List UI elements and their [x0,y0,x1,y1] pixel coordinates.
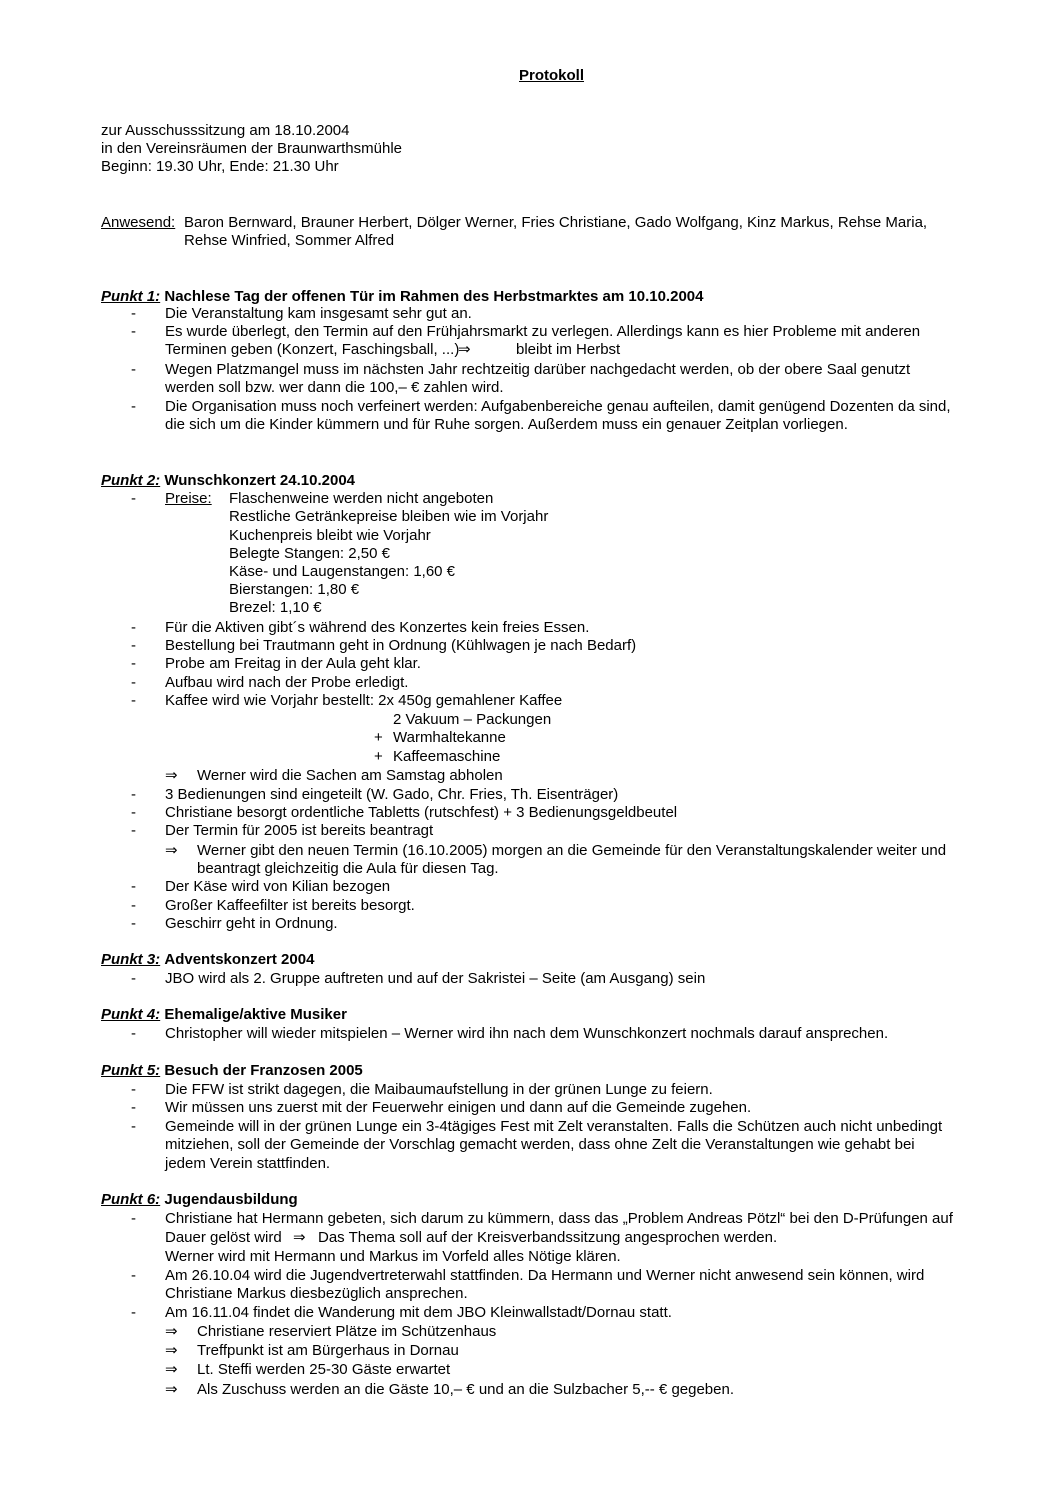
bullet-dash: - [131,619,136,636]
section-heading [101,1191,298,1209]
list-item-cont: Dauer gelöst wird [165,1229,282,1246]
bullet-dash: - [131,915,136,932]
arrow-icon: ⇒ [165,842,178,859]
list-item: Die Veranstaltung kam insgesamt sehr gut an. [165,305,472,322]
bullet-dash: - [131,878,136,895]
list-item: Am 16.11.04 findet die Wanderung mit dem JBO Kleinwallstadt/Dornau statt. [165,1304,672,1321]
list-item-cont: Werner wird mit Hermann und Markus im Vorfeld alles Nötige klären. [165,1248,621,1265]
bullet-dash: - [131,323,136,340]
list-item: Die Organisation muss noch verfeinert werden: Aufgabenbereiche genau aufteilen, damit genügend Dozenten da sind, [165,398,951,415]
list-item: Der Käse wird von Kilian bezogen [165,878,391,895]
arrow-icon: ⇒ [293,1229,306,1246]
list-item-cont: jedem Verein stattfinden. [165,1155,331,1172]
bullet-dash: - [131,305,136,322]
price-item: Brezel: 1,10 € [229,599,322,616]
attendance-label: Anwesend: [101,214,176,231]
section-title: Wunschkonzert 24.10.2004 [164,472,356,489]
arrow-icon: ⇒ [165,767,178,784]
list-item-cont: werden soll bzw. wer dann die 100,– € zahlen wird. [165,379,504,396]
price-item: Flaschenweine werden nicht angeboten [229,490,494,507]
section-label: Punkt 2: [101,472,161,489]
arrow-item: Treffpunkt ist am Bürgerhaus in Dornau [197,1342,459,1359]
section-label: Punkt 4: [101,1006,161,1023]
section-heading [101,1062,363,1080]
list-item: Geschirr geht in Ordnung. [165,915,338,932]
list-item: Es wurde überlegt, den Termin auf den Frühjahrsmarkt zu verlegen. Allerdings kann es hier Probleme mit anderen [165,323,921,340]
list-item: 3 Bedienungen sind eingeteilt (W. Gado, Chr. Fries, Th. Eisenträger) [165,786,619,803]
list-item: Großer Kaffeefilter ist bereits besorgt. [165,897,415,914]
section-title: Jugendausbildung [164,1191,298,1208]
arrow-item-cont: beantragt gleichzeitig die Aula für diesen Tag. [197,860,499,877]
bullet-dash: - [131,1099,136,1116]
bullet-dash: - [131,674,136,691]
list-item: Aufbau wird nach der Probe erledigt. [165,674,409,691]
bullet-dash: - [131,1210,136,1227]
list-item: Für die Aktiven gibt´s während des Konzertes kein freies Essen. [165,619,590,636]
bullet-dash: - [131,637,136,654]
section-heading [101,288,703,306]
section-heading [101,1006,347,1024]
list-item-cont: Christiane Markus diesbezüglich ansprechen. [165,1285,468,1302]
bullet-dash: - [131,655,136,672]
arrow-icon: ⇒ [165,1361,178,1378]
section-title: Nachlese Tag der offenen Tür im Rahmen des Herbstmarktes am 10.10.2004 [164,288,704,305]
section-title: Ehemalige/aktive Musiker [164,1006,347,1023]
bullet-dash: - [131,692,136,709]
attendance-list-cont: Rehse Winfried, Sommer Alfred [184,232,395,249]
arrow-item: Lt. Steffi werden 25-30 Gäste erwartet [197,1361,451,1378]
list-item-cont: Das Thema soll auf der Kreisverbandssitzung angesprochen werden. [318,1229,778,1246]
list-item: Wir müssen uns zuerst mit der Feuerwehr einigen und dann auf die Gemeinde zugehen. [165,1099,752,1116]
section-title: Adventskonzert 2004 [164,951,315,968]
attendance-list: Baron Bernward, Brauner Herbert, Dölger Werner, Fries Christiane, Gado Wolfgang, Kinz Markus, Rehse Maria, [184,214,928,231]
list-item-cont: Kaffeemaschine [393,748,501,765]
list-item: Kaffee wird wie Vorjahr bestellt: 2x 450g gemahlener Kaffee [165,692,563,709]
arrow-icon: ⇒ [458,341,471,358]
header-meeting: zur Ausschusssitzung am 18.10.2004 [101,122,350,139]
price-item: Käse- und Laugenstangen: 1,60 € [229,563,456,580]
section-label: Punkt 6: [101,1191,161,1208]
arrow-icon: ⇒ [165,1323,178,1340]
header-time: Beginn: 19.30 Uhr, Ende: 21.30 Uhr [101,158,339,175]
list-item: Gemeinde will in der grünen Lunge ein 3-4tägiges Fest mit Zelt veranstalten. Falls die Schützen auch nicht unbedingt [165,1118,943,1135]
arrow-item: Werner wird die Sachen am Samstag abholen [197,767,503,784]
list-item: Bestellung bei Trautmann geht in Ordnung (Kühlwagen je nach Bedarf) [165,637,637,654]
list-item-cont: Warmhaltekanne [393,729,506,746]
price-item: Belegte Stangen: 2,50 € [229,545,390,562]
section-heading [101,951,314,969]
list-item: Wegen Platzmangel muss im nächsten Jahr rechtzeitig darüber nachgedacht werden, ob der obere Saal genutzt [165,361,911,378]
price-item: Restliche Getränkepreise bleiben wie im Vorjahr [229,508,549,525]
section-label: Punkt 1: [101,288,161,305]
bullet-dash: - [131,490,136,507]
bullet-dash: - [131,361,136,378]
list-item: Christopher will wieder mitspielen – Werner wird ihn nach dem Wunschkonzert nochmals darauf ansprechen. [165,1025,889,1042]
arrow-icon: ⇒ [165,1381,178,1398]
list-item: Am 26.10.04 wird die Jugendvertreterwahl stattfinden. Da Hermann und Werner nicht anwesend sein können, wird [165,1267,925,1284]
arrow-item: Als Zuschuss werden an die Gäste 10,– € und an die Sulzbacher 5,-- € gegeben. [197,1381,735,1398]
list-item-cont: die sich um die Kinder kümmern und für Ruhe sorgen. Außerdem muss ein genauer Zeitplan vorliegen. [165,416,848,433]
section-title: Besuch der Franzosen 2005 [164,1062,363,1079]
list-item: Der Termin für 2005 ist bereits beantragt [165,822,434,839]
prices-label: Preise: [165,490,212,507]
list-item: Christiane hat Hermann gebeten, sich darum zu kümmern, dass das „Problem Andreas Pötzl“ bei den D-Prüfungen auf [165,1210,953,1227]
list-item: JBO wird als 2. Gruppe auftreten und auf der Sakristei – Seite (am Ausgang) sein [165,970,706,987]
plus-sign: + [374,748,383,765]
bullet-dash: - [131,1081,136,1098]
bullet-dash: - [131,398,136,415]
bullet-dash: - [131,1304,136,1321]
page-title: Protokoll [519,67,585,84]
section-heading [101,472,355,490]
bullet-dash: - [131,1118,136,1135]
bullet-dash: - [131,970,136,987]
list-item: Die FFW ist strikt dagegen, die Maibaumaufstellung in der grünen Lunge zu feiern. [165,1081,713,1098]
list-item-cont: bleibt im Herbst [516,341,621,358]
list-item-cont: 2 Vakuum – Packungen [393,711,552,728]
plus-sign: + [374,729,383,746]
list-item: Christiane besorgt ordentliche Tabletts (rutschfest) + 3 Bedienungsgeldbeutel [165,804,678,821]
bullet-dash: - [131,786,136,803]
arrow-item: Werner gibt den neuen Termin (16.10.2005) morgen an die Gemeinde für den Veranstaltungskalender weiter und [197,842,947,859]
arrow-icon: ⇒ [165,1342,178,1359]
header-location: in den Vereinsräumen der Braunwarthsmühle [101,140,403,157]
price-item: Kuchenpreis bleibt wie Vorjahr [229,527,431,544]
list-item-cont: mitziehen, soll der Gemeinde der Vorschlag gemacht werden, dass ohne Zelt die Veranstaltungen wie gehabt bei [165,1136,915,1153]
bullet-dash: - [131,1267,136,1284]
list-item-cont: Terminen geben (Konzert, Faschingsball, ...) [165,341,460,358]
bullet-dash: - [131,897,136,914]
bullet-dash: - [131,822,136,839]
section-label: Punkt 3: [101,951,161,968]
list-item: Probe am Freitag in der Aula geht klar. [165,655,421,672]
bullet-dash: - [131,1025,136,1042]
arrow-item: Christiane reserviert Plätze im Schützenhaus [197,1323,497,1340]
section-label: Punkt 5: [101,1062,161,1079]
price-item: Bierstangen: 1,80 € [229,581,360,598]
bullet-dash: - [131,804,136,821]
